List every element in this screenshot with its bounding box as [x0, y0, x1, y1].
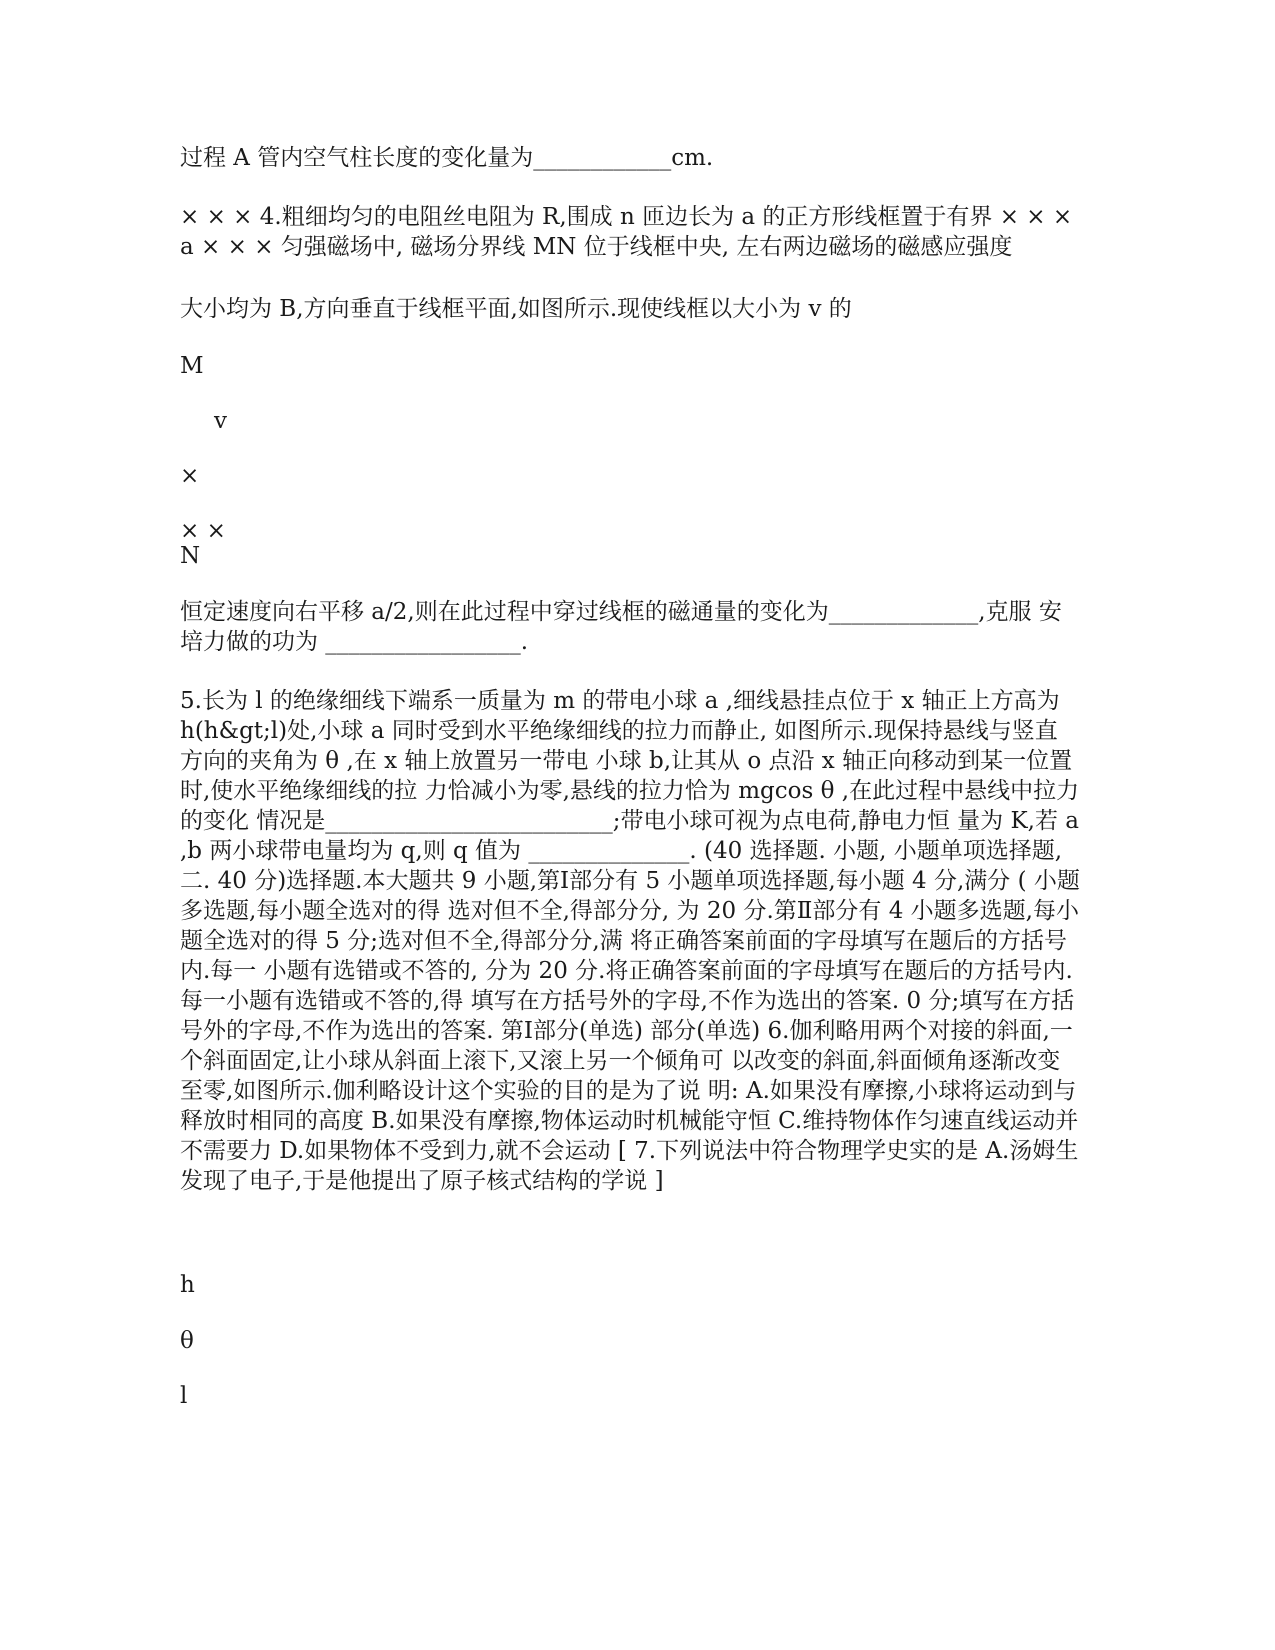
question-4-line-2: 大小均为 B,方向垂直于线框平面,如图所示.现使线框以大小为 v 的 [180, 296, 852, 322]
previous-question-tail: 过程 A 管内空气柱长度的变化量为____________cm. [180, 145, 714, 171]
figure-4-label-v: v [214, 408, 227, 434]
figure-5-label-l: l [180, 1383, 188, 1409]
question-4-question: 恒定速度向右平移 a/2,则在此过程中穿过线框的磁通量的变化为_____________,克服 安培力做的功为 _________________. [180, 599, 1062, 655]
question-4-intro: × × × 4.粗细均匀的电阻丝电阻为 R,围成 n 匝边长为 a 的正方形线框置于有界 × × × a × × × 匀强磁场中, 磁场分界线 MN 位于线框中央, 左右两边磁场的磁感应强度 [180, 204, 1073, 260]
figure-4-label-m: M [180, 353, 204, 379]
figure-5-label-theta: θ [180, 1328, 194, 1354]
figure-4-cross-single: × [180, 463, 200, 489]
figure-4-cross-double: × × [180, 518, 226, 544]
question-5-and-section-2-body: 5.长为 l 的绝缘细线下端系一质量为 m 的带电小球 a ,细线悬挂点位于 x 轴正上方高为 h(h&gt;l)处,小球 a 同时受到水平绝缘细线的拉力而静止, 如图所示.现保持悬线与竖直方向的夹角为 θ ,在 x 轴上放置另一带电 小球 b,让其从 o 点沿 x 轴正向移动到某一位置时,使水平绝缘细线的拉 力恰减小为零,悬线的拉力恰为 mgcos θ ,在此过程中悬线中拉力的变化 情况是_________________________;带电小球可视为点电荷,静电力恒 量为 K,若 a ,b 两小球带电量均为 q,则 q 值为 ______________. (40 选择题. 小题, 小题单项选择题, 二. 40 分)选择题.本大题共 9 小题,第Ⅰ部分有 5 小题单项选择题,每小题 4 分,满分 ( 小题多选题,每小题全选对的得 选对但不全,得部分分, 为 20 分.第Ⅱ部分有 4 小题多选题,每小题全选对的得 5 分;选对但不全,得部分分,满 将正确答案前面的字母填写在题后的方括号内.每一 小题有选错或不答的, 分为 20 分.将正确答案前面的字母填写在题后的方括号内.每一小题有选错或不答的,得 填写在方括号外的字母,不作为选出的答案. 0 分;填写在方括号外的字母,不作为选出的答案. 第Ⅰ部分(单选) 部分(单选) 6.伽利略用两个对接的斜面,一个斜面固定,让小球从斜面上滚下,又滚上另一个倾角可 以改变的斜面,斜面倾角逐渐改变至零,如图所示.伽利略设计这个实验的目的是为了说 明: A.如果没有摩擦,小球将运动到与释放时相同的高度 B.如果没有摩擦,物体运动时机械能守恒 C.维持物体作匀速直线运动并不需要力 D.如果物体不受到力,就不会运动 [ 7.下列说法中符合物理学史实的是 A.汤姆生发现了电子,于是他提出了原子核式结构的学说 ] [180, 688, 1080, 1194]
figure-5-label-h: h [180, 1272, 195, 1298]
figure-4-label-n: N [180, 543, 201, 569]
